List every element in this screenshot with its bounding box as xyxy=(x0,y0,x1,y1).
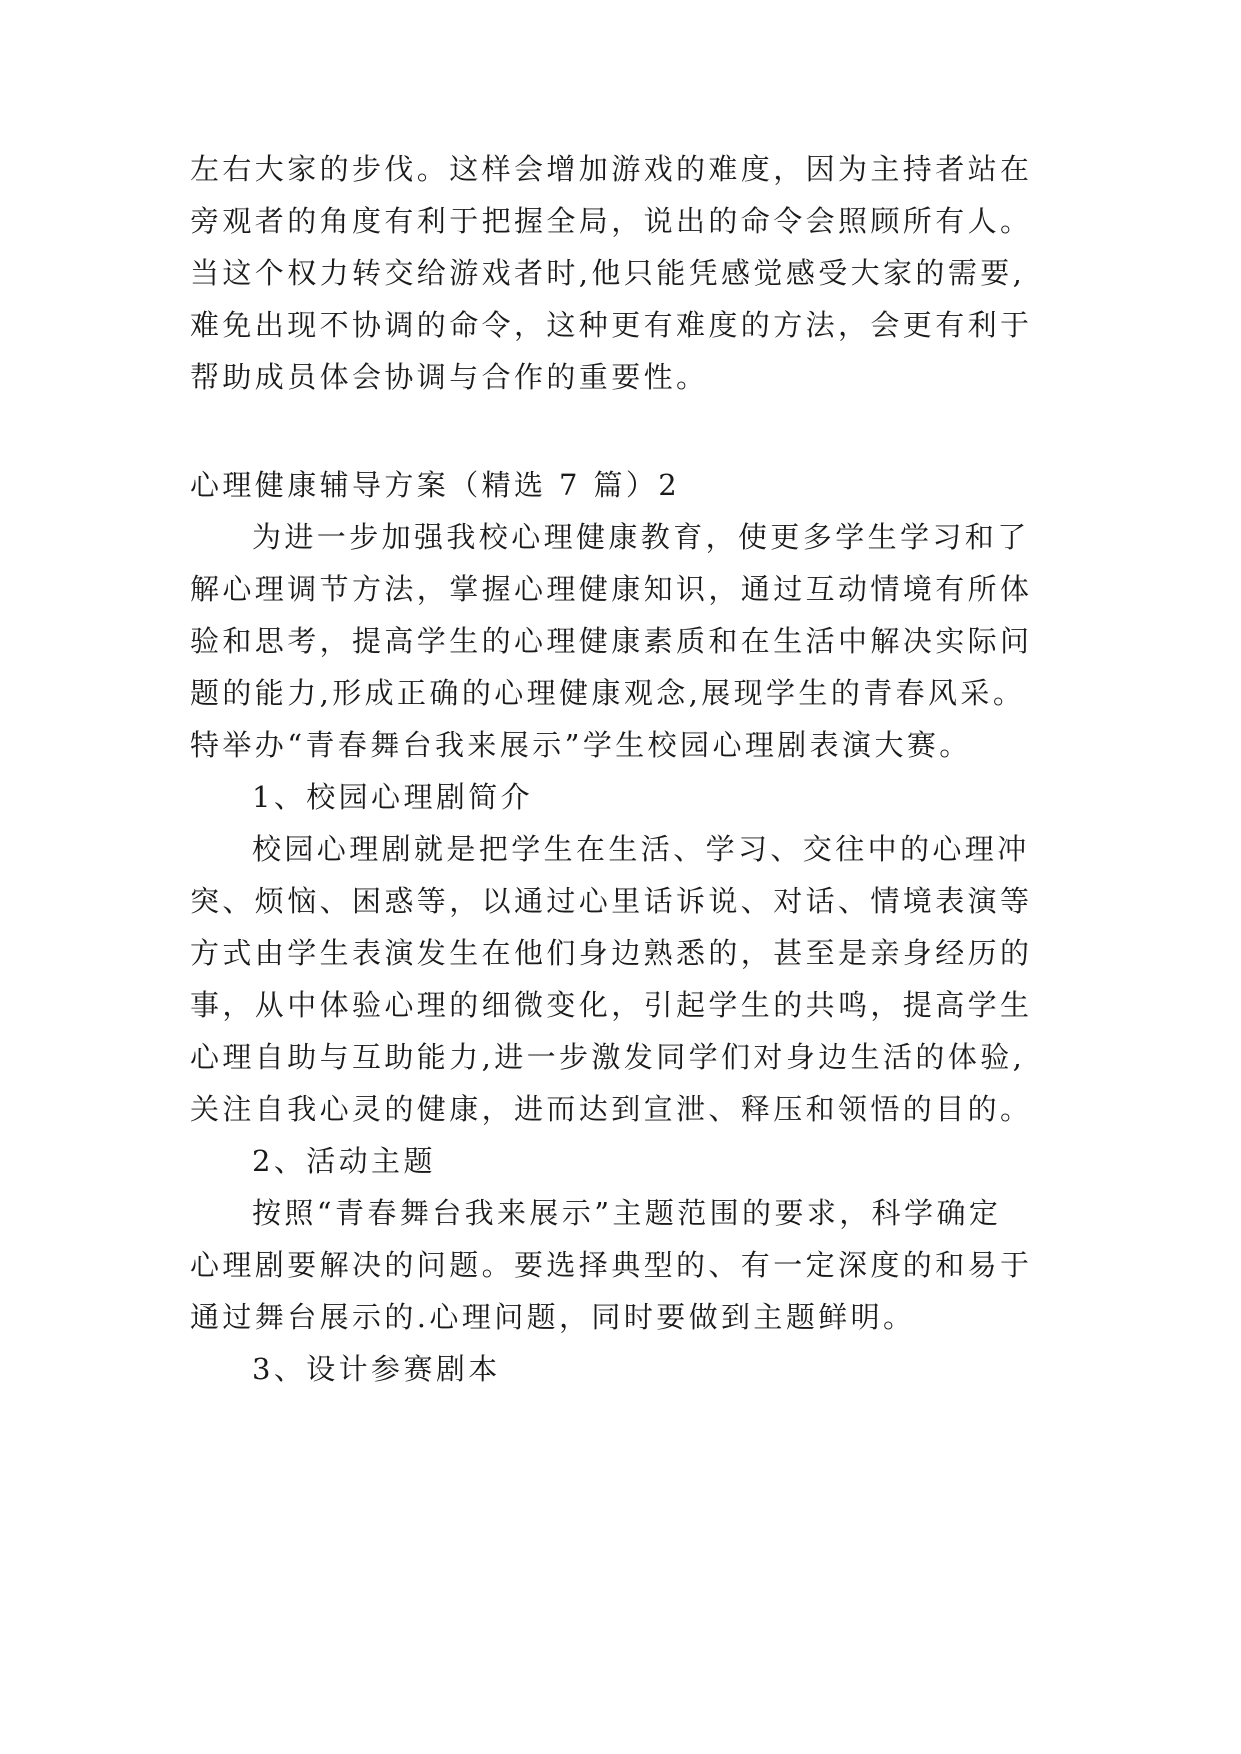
paragraph-line: 特举办“青春舞台我来展示”学生校园心理剧表演大赛。 xyxy=(190,728,972,762)
subheading-1: 1、校园心理剧简介 xyxy=(252,780,534,814)
paragraph-line: 事，从中体验心理的细微变化，引起学生的共鸣，提高学生 xyxy=(190,988,1033,1022)
paragraph-line: 心理剧要解决的问题。要选择典型的、有一定深度的和易于 xyxy=(190,1248,1033,1282)
paragraph-line: 心理自助与互助能力,进一步激发同学们对身边生活的体验, xyxy=(190,1040,1026,1074)
subheading-3: 3、设计参赛剧本 xyxy=(252,1352,501,1386)
paragraph-line: 校园心理剧就是把学生在生活、学习、交往中的心理冲 xyxy=(252,832,1030,866)
paragraph-line: 题的能力,形成正确的心理健康观念,展现学生的青春风采。 xyxy=(190,676,1026,710)
paragraph-line: 按照“青春舞台我来展示”主题范围的要求，科学确定 xyxy=(252,1196,1002,1230)
section-title: 心理健康辅导方案（精选 7 篇）2 xyxy=(190,468,681,502)
paragraph-line: 关注自我心灵的健康，进而达到宣泄、释压和领悟的目的。 xyxy=(190,1092,1033,1126)
paragraph-line: 左右大家的步伐。这样会增加游戏的难度，因为主持者站在 xyxy=(190,152,1033,186)
paragraph-line: 通过舞台展示的.心理问题，同时要做到主题鲜明。 xyxy=(190,1300,916,1334)
paragraph-line: 解心理调节方法，掌握心理健康知识，通过互动情境有所体 xyxy=(190,572,1033,606)
paragraph-line: 旁观者的角度有利于把握全局，说出的命令会照顾所有人。 xyxy=(190,204,1033,238)
paragraph-line: 验和思考，提高学生的心理健康素质和在生活中解决实际问 xyxy=(190,624,1033,658)
paragraph-line: 方式由学生表演发生在他们身边熟悉的，甚至是亲身经历的 xyxy=(190,936,1033,970)
paragraph-line: 帮助成员体会协调与合作的重要性。 xyxy=(190,360,709,394)
paragraph-line: 当这个权力转交给游戏者时,他只能凭感觉感受大家的需要, xyxy=(190,256,1026,290)
paragraph-line: 突、烦恼、困惑等，以通过心里话诉说、对话、情境表演等 xyxy=(190,884,1033,918)
subheading-2: 2、活动主题 xyxy=(252,1144,436,1178)
paragraph-line: 难免出现不协调的命令，这种更有难度的方法，会更有利于 xyxy=(190,308,1033,342)
paragraph-line: 为进一步加强我校心理健康教育，使更多学生学习和了 xyxy=(252,520,1030,554)
